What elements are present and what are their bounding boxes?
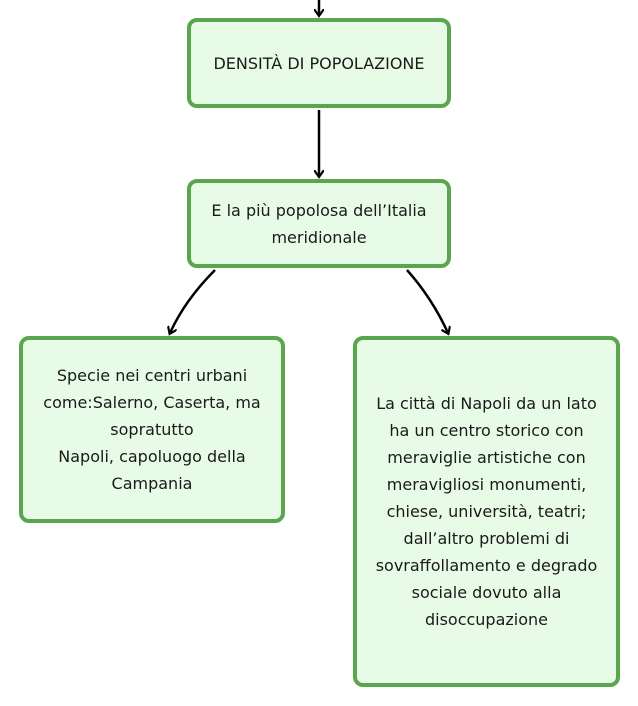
node-population-density (187, 18, 451, 108)
node-napoli-city (353, 336, 620, 687)
node-urban-centers-text: Specie nei centri urbani come:Salerno, Caserta, ma sopratutto Napoli, capoluogo della Campania (43, 366, 261, 493)
node-most-populous-text: E la più popolosa dell’Italia meridionale (211, 200, 427, 247)
node-urban-centers (19, 336, 285, 523)
edge-populous-to-napoli (407, 270, 448, 333)
edge-populous-to-centers (170, 270, 215, 333)
node-napoli-city-text: La città di Napoli da un lato ha un centro storico con meraviglie artistiche con meravigliosi monumenti, chiese, università, teatri; dall’altro problemi di sovraffollamento e degrado sociale dovuto alla disoccupazione (375, 394, 598, 629)
node-population-density-text: DENSITÀ DI POPOLAZIONE (213, 53, 425, 73)
node-most-populous (187, 179, 451, 268)
